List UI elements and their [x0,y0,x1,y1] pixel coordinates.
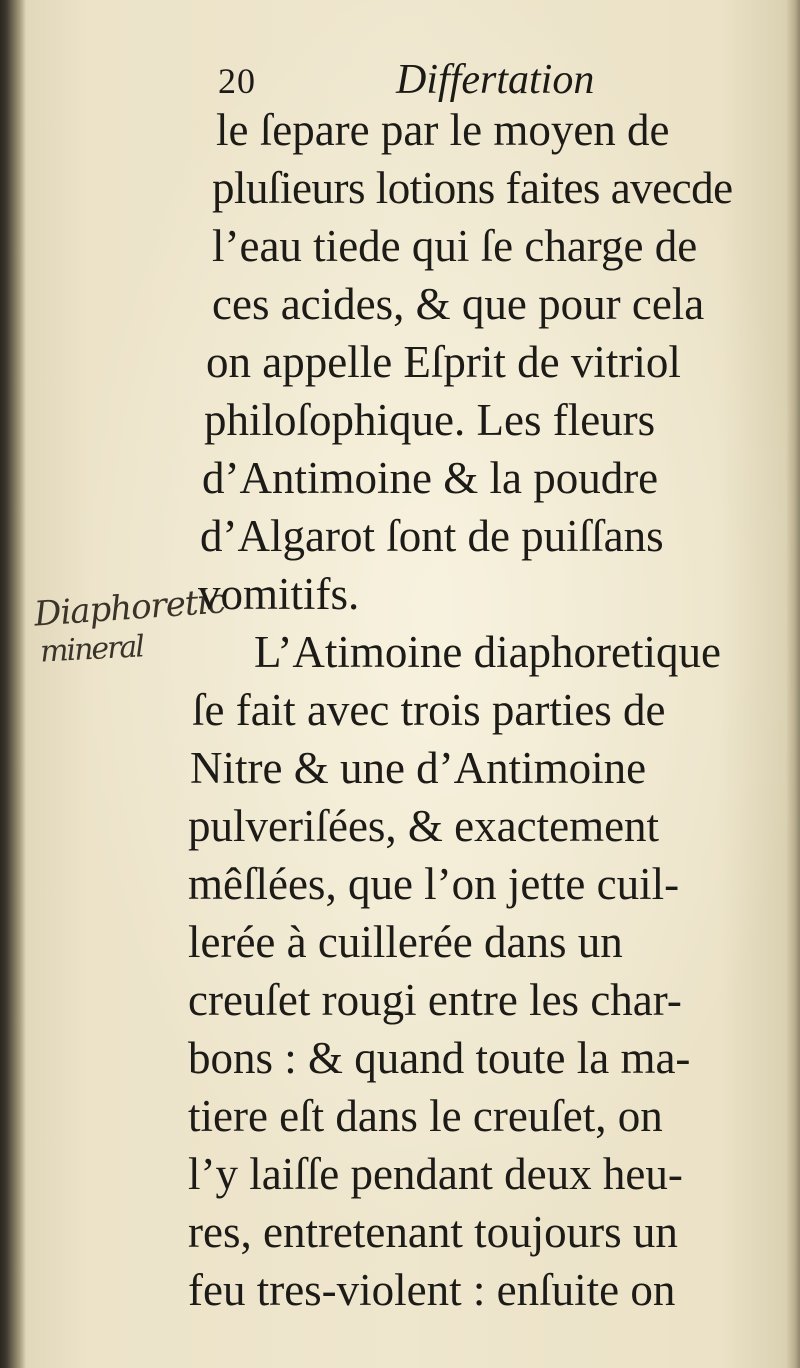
text-line: d’Algarot ſont de puiſſans [200,511,664,561]
text-line: creuſet rougi entre les char- [188,975,682,1025]
text-line: pluſieurs lotions faites avecde [212,163,733,213]
text-line: L’Atimoine diaphoretique [254,627,721,677]
text-line: tiere eſt dans le creuſet, on [188,1091,663,1141]
margin-note-diaphoretic: Diaphoretic [32,581,227,635]
text-line: bons : & quand toute la ma- [188,1033,691,1083]
binding-gutter [0,0,26,1368]
page-number: 20 [218,61,256,101]
text-line: res, entretenant toujours un [188,1207,678,1257]
text-line: l’eau tiede qui ſe charge de [212,221,698,271]
running-title: Differtation [396,57,595,103]
text-line: on appelle Eſprit de vitriol [206,337,681,387]
text-line: Nitre & une d’Antimoine [190,743,647,793]
text-line: le ſepare par le moyen de [216,105,670,155]
text-line: lerée à cuillerée dans un [188,917,623,967]
text-line: ſe fait avec trois parties de [192,685,666,735]
text-line: ces acides, & que pour cela [212,279,705,329]
text-line: mêſlées, que l’on jette cuil- [188,859,680,909]
text-line: l’y laiſſe pendant deux heu- [188,1149,683,1199]
page-header [218,56,638,106]
text-line: vomitifs. [198,569,360,619]
page-edge [786,0,800,1368]
text-line: d’Antimoine & la poudre [202,453,659,503]
text-line: pulveriſées, & exactement [188,801,660,851]
text-line: feu tres-violent : enſuite on [188,1265,676,1315]
margin-note-mineral: mineral [39,629,144,670]
text-line: philoſophique. Les fleurs [204,395,656,445]
